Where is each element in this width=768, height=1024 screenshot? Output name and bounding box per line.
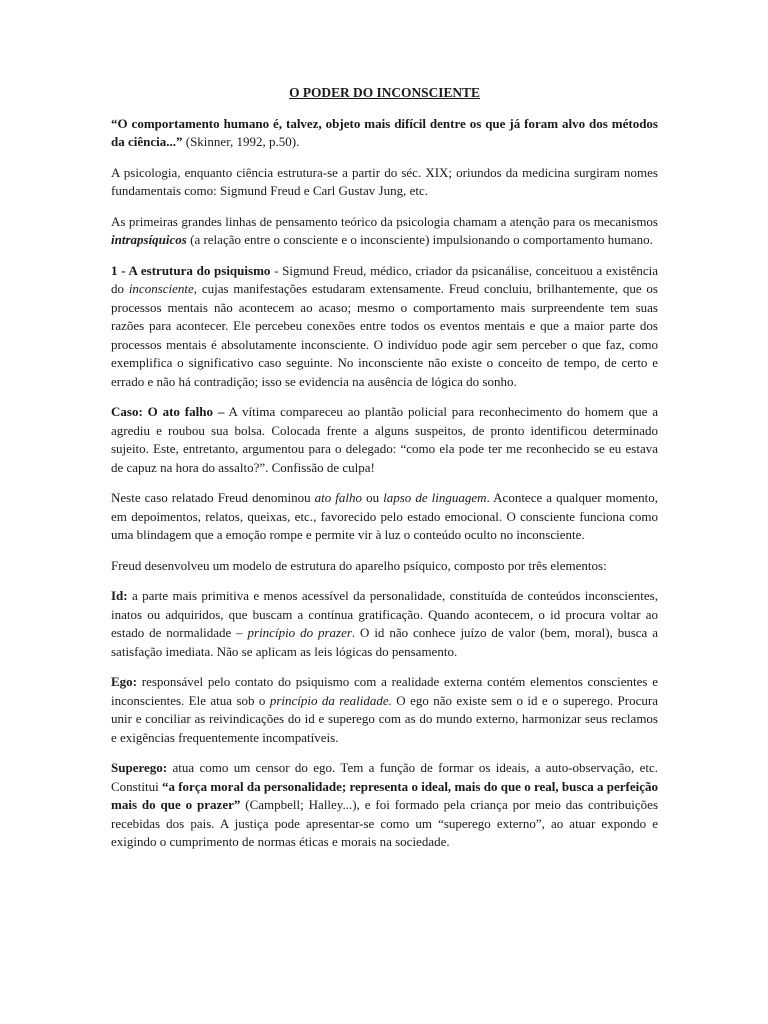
heading-ego: Ego:	[111, 674, 137, 689]
paragraph-modelo: Freud desenvolveu um modelo de estrutura do aparelho psíquico, composto por três elementos:	[111, 557, 607, 573]
heading-id: Id:	[111, 588, 128, 603]
paragraph-ego	[111, 673, 658, 747]
paragraph-lines-text-c: (a relação entre o consciente e o inconsciente) impulsionando o comportamento humano.	[186, 232, 653, 247]
paragraph-neste	[111, 489, 658, 545]
paragraph-lines-text-a: As primeiras grandes linhas de pensamento teórico da psicologia chamam a atenção para os mecanismos	[111, 213, 658, 229]
paragraph-caso-text: A vítima compareceu ao plantão policial para reconhecimento do homem que a agrediu e roubou sua bolsa. Colocada frente a alguns suspeitos, de pronto identificou determinado sujeito. Este, entretanto, argumentou para o delegado: “como ela pode ter me reconhecido se eu estava de capuz na hora do assalto?”. Confissão de culpa!	[111, 404, 659, 475]
paragraph-lines	[111, 213, 658, 250]
epigraph	[111, 115, 658, 152]
term-principio-realidade: princípio da realidade.	[269, 692, 392, 708]
paragraph-neste-text-e: . Acontece a qualquer momento, em depoimentos, relatos, queixas, etc., favorecido pelo estado emocional. O consciente funciona como uma blindagem que a emoção rompe e permite vir à luz o conteúdo oculto no inconsciente.	[111, 490, 658, 542]
heading-caso: Caso: O ato falho –	[111, 404, 225, 419]
term-ato-falho: ato falho	[314, 490, 363, 505]
term-lapso: lapso de linguagem	[383, 490, 487, 505]
paragraph-intro: A psicologia, enquanto ciência estrutura-se a partir do séc. XIX; oriundos da medicina surgiram nomes fundamentais como: Sigmund Freud e Carl Gustav Jung, etc.	[111, 164, 658, 198]
term-inconsciente: inconsciente,	[128, 281, 198, 296]
section-heading-estrutura: 1 - A estrutura do psiquismo	[111, 262, 271, 278]
paragraph-superego	[111, 759, 658, 852]
quote-forca-moral: “a força moral da personalidade; representa o ideal, mais do que o real, busca a perfeição mais do que o prazer”	[111, 778, 658, 812]
paragraph-neste-text-a: Neste caso relatado Freud denominou	[111, 490, 315, 505]
term-intrapsiquicos: intrapsíquicos	[111, 232, 187, 247]
paragraph-estrutura	[111, 262, 658, 392]
paragraph-neste-text-c: ou	[362, 490, 384, 505]
paragraph-id-text-a: a parte mais primitiva e menos acessível da personalidade, constituída de conteúdos inconscientes, inatos ou adquiridos, que buscam a contínua gratificação. Quando acontecem, o id procura voltar ao estado de normalidade –	[111, 588, 658, 640]
heading-superego: Superego:	[111, 760, 168, 775]
paragraph-estrutura-text-c: cujas manifestações estudaram extensamente. Freud concluiu, brilhantemente, que os processos mentais não acontecem ao acaso; mesmo o comportamento mais surpreendente tem suas razões para acontecer. Ele percebeu conexões entre todos os eventos mentais e que a maior parte dos processos mentais é absolutamente inconsciente. O indivíduo pode agir sem perceber o que faz, como exemplifica o significativo caso seguinte. No inconsciente não existe o conceito de tempo, de certo e errado e não há contradição; isso se evidencia na ausência de lógica do sonho.	[111, 281, 658, 389]
term-principio-prazer: princípio do prazer	[247, 625, 352, 640]
paragraph-id-text-c: . O id não conhece juízo de valor (bem, moral), busca a satisfação imediata. Não se aplicam as leis lógicas do pensamento.	[111, 625, 658, 659]
paragraph-superego-text-a: atua como um censor do ego. Tem a função de formar os ideais, a auto-observação, etc. Constitui	[111, 760, 658, 794]
paragraph-estrutura-text-a: - Sigmund Freud, médico, criador da psicanálise, conceituou a existência do	[111, 262, 658, 296]
document-title: O PODER DO INCONSCIENTE	[289, 85, 480, 100]
paragraph-caso	[111, 403, 658, 477]
paragraph-ego-text-c: O ego não existe sem o id e o superego. Procura unir e conciliar as reivindicações do id e superego com as do mundo externo, harmonizar seus reclamos e exigências frequentemente incompatíveis.	[111, 692, 658, 745]
epigraph-citation: (Skinner, 1992, p.50).	[182, 134, 300, 149]
paragraph-ego-text-a: responsável pelo contato do psiquismo com a realidade externa contém elementos conscientes e inconscientes. Ele atua sob o	[111, 674, 658, 708]
epigraph-quote: “O comportamento humano é, talvez, objeto mais difícil dentre os que já foram alvo dos métodos da ciência...”	[111, 115, 658, 149]
paragraph-superego-text-c: (Campbell; Halley...), e foi formado pela criança por meio das contribuições recebidas dos pais. A justiça pode apresentar-se como um “superego externo”, ao atuar expondo e exigindo o cumprimento de normas éticas e morais na sociedade.	[111, 797, 658, 849]
paragraph-id	[111, 587, 658, 661]
